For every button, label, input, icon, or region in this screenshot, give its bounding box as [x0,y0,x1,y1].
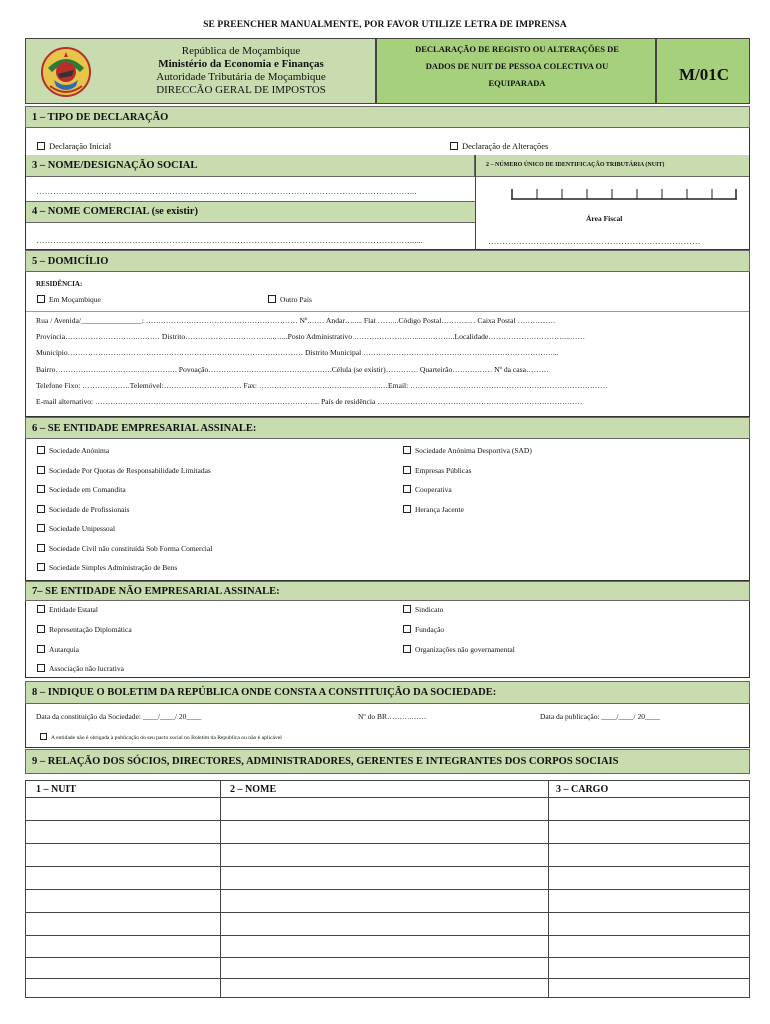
sociedade-civil-option[interactable] [37,544,212,553]
section-3-title: 3 – NOME/DESIGNAÇÃO SOCIAL [32,160,198,171]
area-fiscal-field[interactable]: ………………………………………………………………… [488,236,701,246]
declaracao-alteracoes-label: Declaração de Alterações [462,141,549,151]
address-row-province[interactable]: Provincia………………………..……… Distrito……………………………...…...Posto Administrativo ……………………...…………..Localidade…………………………...…… [36,332,586,341]
checkbox[interactable] [37,505,45,513]
checkbox[interactable] [403,605,411,613]
cooperativa-option[interactable] [403,485,452,494]
option-label: Sociedade Civil não constituída Sob Forma Comercial [49,544,213,553]
section-6-title: 6 – SE ENTIDADE EMPRESARIAL ASSINALE: [32,422,257,434]
representacao-diplomatica-option[interactable] [37,625,132,634]
contact-row-phone[interactable]: Telefone Fixo: ……………….Telemóvel:…………………….…… Fax: ……………………….……....…….…..…Email: …………………………………………………………………… [36,381,608,390]
outro-pais-option[interactable] [268,295,312,304]
checkbox[interactable] [403,466,411,474]
option-label: Sociedade Por Quotas de Responsabilidade Limitadas [49,466,211,475]
option-label: Herança Jacente [415,505,464,514]
section-7-title: 7– SE ENTIDADE NÃO EMPRESARIAL ASSINALE: [32,585,280,597]
checkbox[interactable] [37,664,45,672]
directorate-label: DIRECCÃO GERAL DE IMPOSTOS [156,84,326,96]
checkbox[interactable] [37,142,45,150]
section-9-header [25,749,750,774]
checkbox[interactable] [268,295,276,303]
checkbox[interactable] [403,485,411,493]
sindicato-option[interactable] [403,605,443,614]
option-label: Organizações não governamental [415,645,515,654]
checkbox[interactable] [37,446,45,454]
checkbox[interactable] [37,645,45,653]
residencia-label: RESIDÊNCIA: [36,280,83,288]
nome-column-header: 2 – NOME [230,784,277,795]
checkbox[interactable] [37,625,45,633]
authority-header [25,38,376,104]
option-label: Sociedade de Profissionais [49,505,130,514]
print-instruction: SE PREENCHER MANUALMENTE, POR FAVOR UTILIZE LETRA DE IMPRENSA [203,20,567,30]
form-title-line-2: DADOS DE NUIT DE PESSOA COLECTIVA OU [425,61,609,71]
option-label: Sociedade em Comandita [49,485,126,494]
option-label: Representação Diplomática [49,625,132,634]
ministry-label: Ministério da Economia e Finanças [158,58,324,70]
option-label: Fundação [415,625,445,634]
form-title-line-1: DECLARAÇÃO DE REGISTO OU ALTERAÇÕES DE [415,44,619,54]
table-row[interactable] [25,935,750,936]
nome-comercial-field[interactable]: ……………………………………………………………………………………………………………………...... [36,235,423,245]
declaracao-inicial-label: Declaração Inicial [49,141,112,151]
numero-br-field[interactable]: Nº do BR……….…… [358,712,427,721]
form-code-box [656,38,750,104]
nome-social-field[interactable]: ……………………………………………………………………………………………………………………... [36,186,417,196]
table-row[interactable] [25,889,750,890]
section-5-body [25,272,750,417]
area-fiscal-label: Área Fiscal [586,214,623,223]
empresas-publicas-option[interactable] [403,466,471,475]
section-7-body [25,601,750,678]
option-label: Associação não lucrativa [49,664,124,673]
address-row-municipality[interactable]: Município………………………………………………………………………………… Distrito Municipal …………………………………………………………………... [36,348,559,357]
sociedade-anonima-option[interactable] [37,446,109,455]
option-label: Sindicato [415,605,444,614]
divider [26,311,749,312]
section-2-title: 2 – NÚMERO ÚNICO DE IDENTIFICAÇÃO TRIBUTÁRIA (NUIT) [486,162,665,168]
table-row[interactable] [25,797,750,798]
section-9-title: 9 – RELAÇÃO DOS SÓCIOS, DIRECTORES, ADMINISTRADORES, GERENTES E INTEGRANTES DOS CORPOS SOCIAIS [32,756,619,767]
checkbox[interactable] [403,505,411,513]
form-title-line-3: EQUIPARADA [488,78,546,88]
nuit-column-header: 1 – NUIT [36,784,77,795]
checkbox[interactable] [37,466,45,474]
option-label: Sociedade Anónima [49,446,110,455]
checkbox[interactable] [403,446,411,454]
heranca-jacente-option[interactable] [403,505,464,514]
option-label: Cooperativa [415,485,452,494]
mozambique-coat-of-arms-icon [40,46,92,98]
autarquia-option[interactable] [37,645,79,654]
authority-label: Autoridade Tributária de Moçambique [156,71,326,83]
nao-obrigada-option[interactable] [40,733,282,741]
fundacao-option[interactable] [403,625,444,634]
option-label: A entidade não é obrigada à publicação do seu pacto social no Boletim da Republica ou não é aplicável [51,735,282,741]
option-label: Sociedade Simples Administração de Bens [49,563,178,572]
checkbox[interactable] [37,485,45,493]
option-label: Autarquia [49,645,79,654]
option-label: Empresas Públicas [415,466,472,475]
option-label: Entidade Estatal [49,605,98,614]
data-publicacao-field[interactable]: Data da publicação: ____/____/ 20____ [540,712,660,721]
outro-pais-label: Outro País [280,295,312,304]
data-constituicao-field[interactable]: Data da constituição da Sociedade: ____/____/ 20____ [36,712,202,721]
checkbox[interactable] [37,524,45,532]
sociedade-simples-option[interactable] [37,563,177,572]
table-row[interactable] [25,957,750,958]
em-mocambique-label: Em Moçambique [49,295,101,304]
section-5-title: 5 – DOMICÍLIO [32,255,109,267]
em-mocambique-option[interactable] [37,295,101,304]
sociedade-quotas-option[interactable] [37,466,211,475]
checkbox[interactable] [403,645,411,653]
declaracao-inicial-option[interactable] [37,141,111,151]
section-1-header [25,106,750,128]
section-8-header [25,681,750,704]
form-title [377,41,657,92]
checkbox[interactable] [403,625,411,633]
section-divider [475,155,476,250]
entidade-estatal-option[interactable] [37,605,98,614]
table-row[interactable] [25,912,750,913]
form-code: M/01C [678,65,730,84]
sociedade-unipessoal-option[interactable] [37,524,115,533]
section-1-title: 1 – TIPO DE DECLARAÇÃO [32,111,169,123]
section-6-body [25,439,750,581]
declaracao-alteracoes-option[interactable] [450,141,548,151]
cargo-column-header: 3 – CARGO [556,784,609,795]
section-8-title: 8 – INDIQUE O BOLETIM DA REPÚBLICA ONDE CONSTA A CONSTITUIÇÃO DA SOCIEDADE: [32,687,497,698]
sociedade-comandita-option[interactable] [37,485,126,494]
option-label: Sociedade Anónima Desportiva (SAD) [415,446,532,455]
checkbox[interactable] [37,563,45,571]
section-1-body [25,128,750,158]
checkbox[interactable] [40,733,47,740]
address-row-street[interactable]: Rua / Avenida/________________: …………………………………………………… Nº.…… Andar…..... Flat ……...Código Postal………..… Caixa Postal ………....… [36,316,556,325]
checkbox[interactable] [37,295,45,303]
contact-row-email[interactable]: E-mail alternativo: …………………………………………………………………………….. País de residência ……………………………………………………………………… [36,397,583,406]
nuit-digit-boxes[interactable] [511,189,737,200]
table-row[interactable] [25,866,750,867]
table-row[interactable] [25,978,750,979]
option-label: Sociedade Unipessoal [49,524,116,533]
associacao-option[interactable] [37,664,124,673]
section-5-header [25,250,750,272]
table-row[interactable] [25,843,750,844]
republic-label: República de Moçambique [181,45,301,57]
table-row[interactable] [25,820,750,821]
form-title-box [376,38,656,104]
address-row-bairro[interactable]: Bairro……………….…………..……………. Povoação………………………………………….Célula (se existir)…………. Quarteirão……….…… Nº da casa……… [36,365,549,374]
section-4-title: 4 – NOME COMERCIAL (se existir) [32,206,198,217]
sad-option[interactable] [403,446,532,455]
section-6-header [25,417,750,439]
ong-option[interactable] [403,645,515,654]
sociedade-profissionais-option[interactable] [37,505,129,514]
checkbox[interactable] [450,142,458,150]
checkbox[interactable] [37,544,45,552]
section-8-body [25,704,750,748]
checkbox[interactable] [37,605,45,613]
section-7-header [25,581,750,601]
